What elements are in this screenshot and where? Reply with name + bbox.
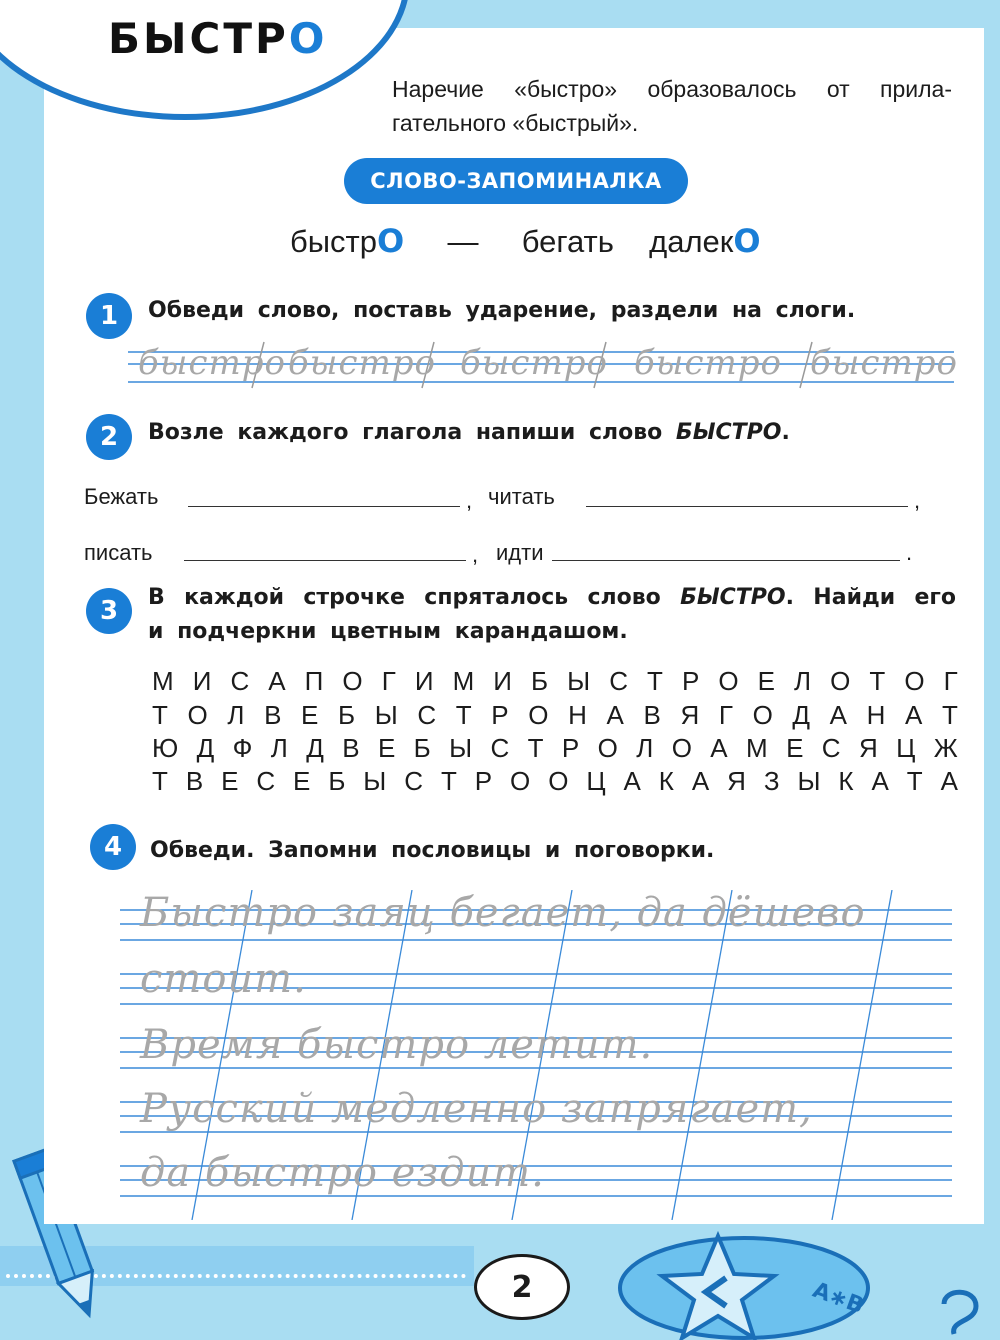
memo-word-3: далекО xyxy=(649,222,761,260)
grid-letter[interactable]: Р xyxy=(474,766,493,796)
verb-label-write: писать xyxy=(84,540,153,565)
grid-letter[interactable]: П xyxy=(304,666,324,696)
proverb-line-5[interactable]: да быстро ездит. xyxy=(140,1150,545,1196)
grid-letter[interactable]: Р xyxy=(491,700,509,730)
grid-letter[interactable]: О xyxy=(671,733,692,763)
proverb-line-4[interactable]: Русский медленно запрягает, xyxy=(140,1086,813,1132)
grid-letter[interactable]: Т xyxy=(440,766,457,796)
intro-line-2: гательного «быстрый». xyxy=(392,110,639,136)
verb-label-read: читать xyxy=(488,484,555,509)
grid-letter[interactable]: Ы xyxy=(567,666,591,696)
grid-letter[interactable]: М xyxy=(152,666,174,696)
grid-letter[interactable]: В xyxy=(185,766,204,796)
grid-letter[interactable]: С xyxy=(256,766,276,796)
grid-letter[interactable]: С xyxy=(490,733,510,763)
task-1-instruction: Обведи слово, поставь ударение, раздели на слоги. xyxy=(148,298,856,323)
grid-letter[interactable]: М xyxy=(452,666,475,696)
grid-letter[interactable]: А xyxy=(871,766,889,796)
proverb-line-3[interactable]: Время быстро летит. xyxy=(140,1022,654,1068)
verb-sep-read: , xyxy=(914,488,921,513)
grid-letter[interactable]: Ы xyxy=(449,733,473,763)
grid-letter[interactable]: Е xyxy=(301,700,319,730)
answer-field-go[interactable] xyxy=(552,560,900,561)
grid-letter[interactable]: К xyxy=(658,766,674,796)
grid-letter[interactable]: Ф xyxy=(232,733,253,763)
grid-letter[interactable]: А xyxy=(940,766,958,796)
ab-badge-text: А∗В xyxy=(809,1277,867,1320)
grid-letter[interactable]: Т xyxy=(152,700,168,730)
memo-phrase xyxy=(290,222,761,260)
grid-letter[interactable]: Т xyxy=(527,733,544,763)
grid-letter[interactable]: С xyxy=(230,666,250,696)
grid-letter[interactable]: С xyxy=(609,666,628,696)
grid-letter[interactable]: Ж xyxy=(933,733,958,763)
grid-letter[interactable]: В xyxy=(342,733,360,763)
grid-letter[interactable]: Г xyxy=(718,700,733,730)
task-4-number: 4 xyxy=(90,824,136,870)
grid-letter[interactable]: Л xyxy=(636,733,654,763)
grid-letter[interactable]: И xyxy=(493,666,512,696)
grid-letter[interactable]: Ы xyxy=(374,700,398,730)
grid-letter[interactable]: Г xyxy=(381,666,396,696)
grid-letter[interactable]: Б xyxy=(338,700,356,730)
grid-letter[interactable]: Т xyxy=(906,766,923,796)
grid-letter[interactable]: В xyxy=(264,700,282,730)
grid-letter[interactable]: Ц xyxy=(896,733,916,763)
grid-letter[interactable]: Р xyxy=(561,733,580,763)
task-2-number: 2 xyxy=(86,414,132,460)
grid-letter[interactable]: А xyxy=(905,700,923,730)
grid-letter[interactable]: А xyxy=(691,766,710,796)
grid-letter[interactable]: Л xyxy=(270,733,288,763)
grid-letter[interactable]: Л xyxy=(794,666,812,696)
grid-letter[interactable]: И xyxy=(414,666,434,696)
task-1-traced-word-4[interactable]: быстро xyxy=(634,343,782,383)
memo-word-2: бегать xyxy=(521,224,614,259)
task-2-instruction: Возле каждого глагола напиши слово БЫСТРО. xyxy=(148,420,790,445)
grid-letter[interactable]: Т xyxy=(455,700,472,730)
verb-label-go: идти xyxy=(496,540,544,565)
memo-word-1: быстрО xyxy=(290,222,405,260)
grid-letter[interactable]: Л xyxy=(227,700,245,730)
grid-letter[interactable]: Е xyxy=(221,766,239,796)
verb-sep-run: , xyxy=(466,488,473,513)
grid-letter[interactable]: О xyxy=(342,666,363,696)
grid-letter[interactable]: Б xyxy=(328,766,346,796)
grid-letter[interactable]: В xyxy=(643,700,661,730)
grid-letter[interactable]: О xyxy=(904,666,925,696)
swirl-icon xyxy=(936,1284,986,1340)
task-3-instruction-line-1: В каждой строчке спряталось слово БЫСТРО. Найди его xyxy=(148,585,957,610)
grid-letter[interactable]: О xyxy=(752,700,773,730)
grid-letter[interactable]: Я xyxy=(727,766,746,796)
letter-row-1[interactable] xyxy=(152,666,958,697)
grid-letter[interactable]: Ы xyxy=(363,766,387,796)
intro-paragraph xyxy=(392,72,952,140)
grid-letter[interactable]: Ю xyxy=(152,733,179,763)
grid-letter[interactable]: Р xyxy=(681,666,700,696)
grid-letter[interactable]: А xyxy=(710,733,728,763)
grid-letter[interactable]: О xyxy=(528,700,549,730)
grid-letter[interactable]: О xyxy=(830,666,851,696)
grid-letter[interactable]: Е xyxy=(757,666,775,696)
grid-letter[interactable]: И xyxy=(192,666,212,696)
grid-letter[interactable]: Е xyxy=(377,733,396,763)
task-1-traced-word-5[interactable]: быстро xyxy=(810,343,958,383)
grid-letter[interactable]: Б xyxy=(531,666,549,696)
grid-letter[interactable]: Д xyxy=(306,733,324,763)
grid-letter[interactable]: З xyxy=(763,766,780,796)
grid-letter[interactable]: Д xyxy=(792,700,811,730)
grid-letter[interactable]: С xyxy=(417,700,437,730)
grid-letter[interactable]: О xyxy=(548,766,569,796)
task-3-number: 3 xyxy=(86,588,132,634)
grid-letter[interactable]: К xyxy=(838,766,854,796)
grid-letter[interactable]: Я xyxy=(858,733,878,763)
memo-dash: — xyxy=(447,224,479,259)
verb-label-run: Бежать xyxy=(84,484,159,509)
verb-sep-go: . xyxy=(906,540,913,565)
star-badge-icon xyxy=(618,1222,888,1340)
grid-letter[interactable]: Ы xyxy=(797,766,821,796)
grid-letter[interactable]: Г xyxy=(943,666,958,696)
task-1-traced-word-2[interactable]: быстро xyxy=(288,343,436,383)
grid-letter[interactable]: А xyxy=(268,666,286,696)
letter-row-4[interactable] xyxy=(152,766,958,797)
answer-field-run[interactable] xyxy=(188,506,460,507)
answer-field-read[interactable] xyxy=(586,506,908,507)
letter-row-3[interactable] xyxy=(152,733,958,764)
proverb-line-1[interactable]: Быстро заяц бегает, да дёшево xyxy=(140,890,866,936)
grid-letter[interactable]: Ц xyxy=(586,766,606,796)
grid-letter[interactable]: Т xyxy=(942,700,958,730)
grid-letter[interactable]: С xyxy=(404,766,424,796)
task-3-instruction-line-2: и подчеркни цветным карандашом. xyxy=(148,619,628,644)
grid-letter[interactable]: Е xyxy=(293,766,311,796)
intro-line-1: Наречие «быстро» образовалось от прила- xyxy=(392,76,952,102)
task-1-traced-word-3[interactable]: быстро xyxy=(460,343,608,383)
grid-letter[interactable]: Я xyxy=(680,700,700,730)
grid-letter[interactable]: Т xyxy=(152,766,168,796)
grid-letter[interactable]: Д xyxy=(196,733,215,763)
grid-letter[interactable]: Н xyxy=(866,700,886,730)
grid-letter[interactable]: О xyxy=(510,766,531,796)
grid-letter[interactable]: Т xyxy=(869,666,886,696)
grid-letter[interactable]: Т xyxy=(647,666,663,696)
grid-letter[interactable]: А xyxy=(606,700,624,730)
grid-letter[interactable]: О xyxy=(718,666,739,696)
memo-badge: СЛОВО-ЗАПОМИНАЛКА xyxy=(344,158,688,204)
grid-letter[interactable]: Н xyxy=(568,700,587,730)
grid-letter[interactable]: А xyxy=(829,700,847,730)
task-1-traced-word-1[interactable]: быстро xyxy=(138,343,286,383)
grid-letter[interactable]: Е xyxy=(786,733,804,763)
page-number: 2 xyxy=(474,1254,570,1320)
grid-letter[interactable]: Б xyxy=(413,733,431,763)
grid-letter[interactable]: О xyxy=(597,733,618,763)
grid-letter[interactable]: А xyxy=(623,766,641,796)
task-1-number: 1 xyxy=(86,293,132,339)
answer-field-write[interactable] xyxy=(184,560,466,561)
proverb-line-2[interactable]: стоит. xyxy=(140,956,307,1002)
task-4-instruction: Обведи. Запомни пословицы и поговорки. xyxy=(150,838,715,863)
verb-sep-write: , xyxy=(472,542,479,567)
page-title: БЫСТРО xyxy=(108,14,328,63)
grid-letter[interactable]: С xyxy=(821,733,841,763)
grid-letter[interactable]: О xyxy=(187,700,208,730)
grid-letter[interactable]: М xyxy=(746,733,768,763)
letter-row-2[interactable] xyxy=(152,700,958,731)
